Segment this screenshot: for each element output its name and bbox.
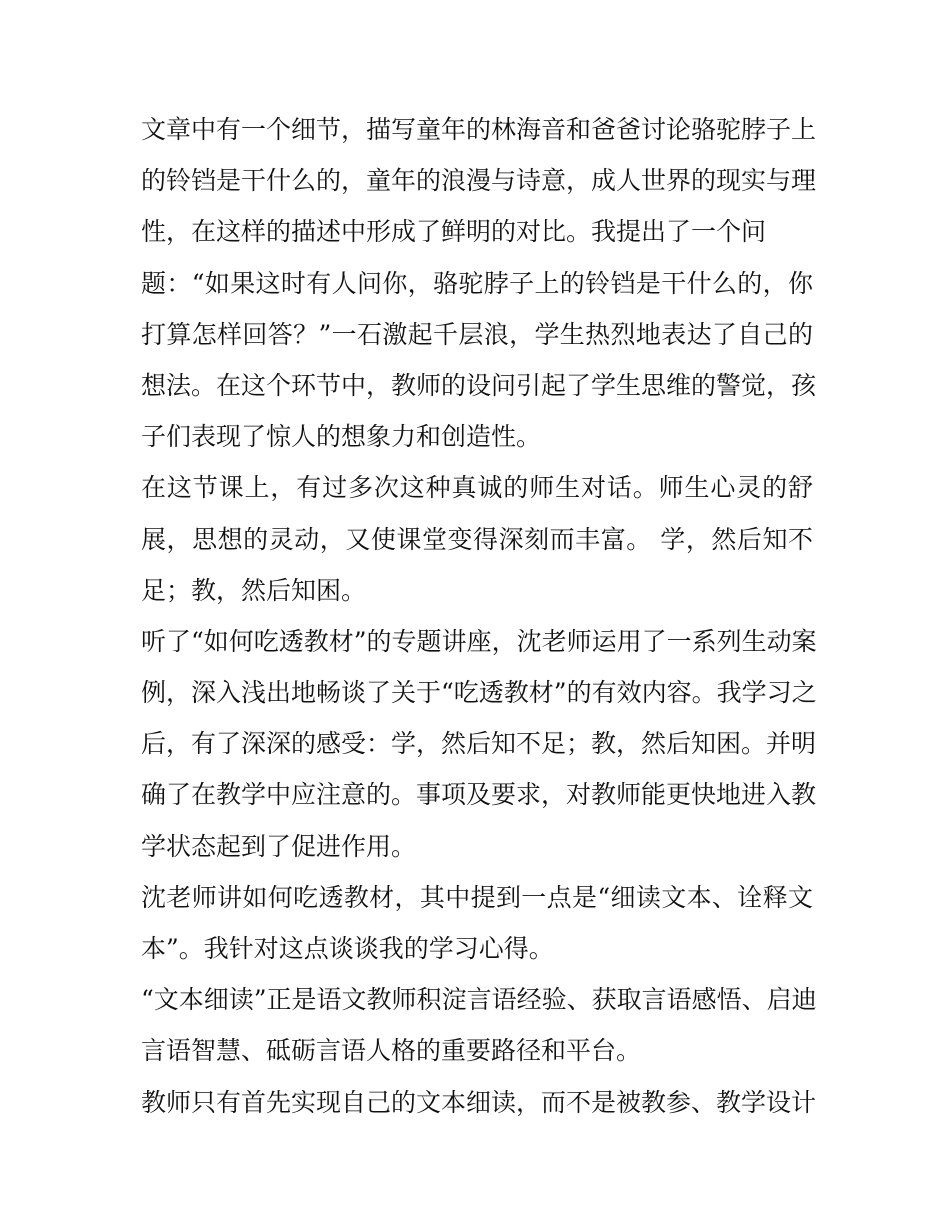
paragraph-5 — [141, 974, 817, 1076]
text-line: 听了“如何吃透教材”的专题讲座，沈老师运用了一系列生动案 — [141, 626, 817, 656]
document-body — [141, 104, 817, 1128]
paragraph-1 — [141, 104, 817, 462]
paragraph-2 — [141, 462, 813, 616]
text-line: 沈老师讲如何吃透教材，其中提到一点是“细读文本、诠释文 — [141, 882, 813, 912]
text-line: 的铃铛是干什么的，童年的浪漫与诗意，成人世界的现实与理 — [141, 166, 817, 196]
text-line: 教师只有首先实现自己的文本细读，而不是被教参、教学设计 — [141, 1087, 817, 1117]
text-line: 子们表现了惊人的想象力和创造性。 — [141, 422, 542, 452]
text-line: 文章中有一个细节，描写童年的林海音和爸爸讨论骆驼脖子上 — [141, 115, 817, 144]
text-line: 展，思想的灵动，又使课堂变得深刻而丰富。 学，然后知不 — [141, 524, 813, 554]
text-line: 在这节课上，有过多次这种真诚的师生对话。师生心灵的舒 — [141, 473, 813, 503]
paragraph-3 — [141, 616, 817, 872]
text-line: 确了在教学中应注意的。事项及要求，对教师能更快地进入教 — [141, 780, 817, 810]
text-line: 本”。我针对这点谈谈我的学习心得。 — [141, 934, 554, 963]
text-line: 题：“如果这时有人问你，骆驼脖子上的铃铛是干什么的，你 — [141, 268, 813, 298]
text-line: 足；教，然后知困。 — [141, 575, 367, 605]
text-line: “文本细读”正是语文教师积淀言语经验、获取言语感悟、启迪 — [141, 985, 817, 1015]
paragraph-4 — [141, 872, 813, 974]
paragraph-6 — [141, 1077, 817, 1128]
text-line: 想法。在这个环节中，教师的设问引起了学生思维的警觉，孩 — [141, 370, 817, 400]
text-line: 言语智慧、砥砺言语人格的重要路径和平台。 — [141, 1036, 642, 1066]
text-line: 打算怎样回答？”一石激起千层浪，学生热烈地表达了自己的 — [141, 319, 813, 349]
text-line: 学状态起到了促进作用。 — [141, 831, 417, 861]
text-line: 后，有了深深的感受：学，然后知不足；教，然后知困。并明 — [141, 729, 817, 759]
text-line: 性，在这样的描述中形成了鲜明的对比。我提出了一个问 — [141, 217, 767, 247]
text-line: 例，深入浅出地畅谈了关于“吃透教材”的有效内容。我学习之 — [141, 678, 817, 708]
